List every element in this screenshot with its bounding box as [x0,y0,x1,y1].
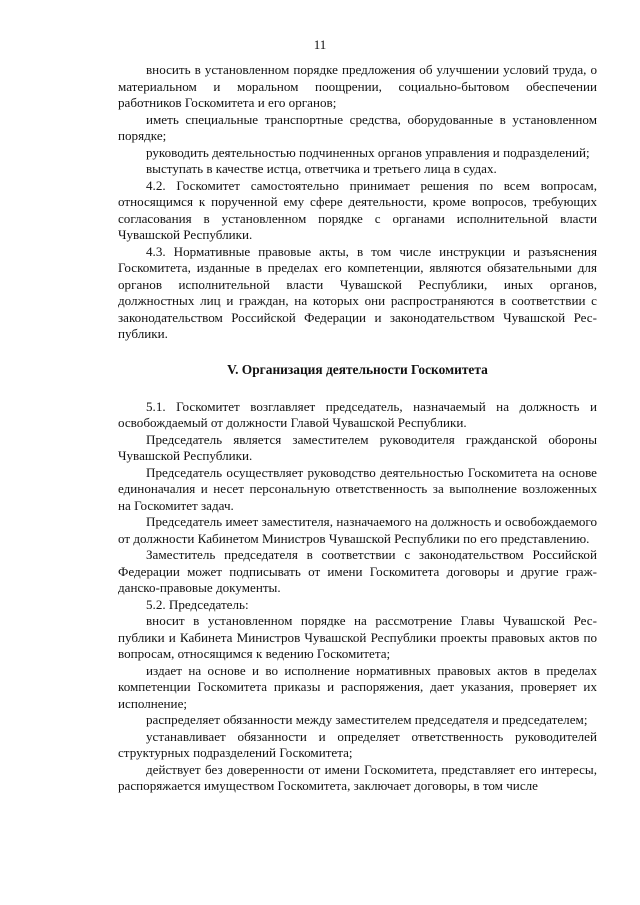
paragraph: Председатель имеет заместителя, назначаемого на должность и освобождаемого от должности Кабинетом Министров Чувашской Республики по его представлению. [118,514,597,546]
paragraph: издает на основе и во исполнение нормативных правовых актов в пределах компетенции Госкомитета приказы и распоряжения, дает указания, проверяет их исполнение; [118,662,597,711]
paragraph: Заместитель председателя в соответствии с законодательством Российской Федерации может подписывать от имени Госкомитета договоры и другие гражданско-правовые документы. [118,547,597,595]
page-number: 11 [313,37,327,52]
paragraph: 5.2. Председатель: [146,596,249,612]
paragraph: выступать в качестве истца, ответчика и третьего лица в судах. [146,161,497,176]
paragraph: распределяет обязанности между заместителем председателя и председателем; [146,712,588,727]
paragraph: 4.3. Нормативные правовые акты, в том числе инструкции и разъяснения Госкомитета, изданные в пределах его компетенции, являются обязательными для органов исполнительной власти Чувашской Республики, иных органов, должностных лиц и граждан, на которых они распространяются в соответствии с законодательством Российской Федерации и законодательством Чувашской Республики. [118,243,597,341]
paragraph: вносит в установленном порядке на рассмотрение Главы Чувашской Республики и Кабинета Министров Чувашской Республики проекты правовых актов по вопросам, относящимся к ведению Госкомитета; [118,613,597,661]
paragraph: 4.2. Госкомитет самостоятельно принимает решения по всем вопросам, относящимся к порученной ему сфере деятельности, кроме вопросов, требующих согласования в установленном порядке с органами исполнительной власти Чувашской Республики. [118,177,597,242]
paragraph: действует без доверенности от имени Госкомитета, представляет его интересы, распоряжается имуществом Госкомитета, заключает договоры, в том числе [118,761,597,793]
paragraph: вносить в установленном порядке предложения об улучшении условий труда, о материальном и моральном поощрении, социально-бытовом обеспечении работников Госкомитета и его органов; [118,62,597,110]
paragraph: иметь специальные транспортные средства, оборудованные в установленном порядке; [118,111,597,143]
paragraph: 5.1. Госкомитет возглавляет председатель, назначаемый на должность и освобождаемый от должности Главой Чувашской Республики. [118,398,597,430]
document-body [118,62,597,795]
paragraph: Председатель является заместителем руководителя гражданской обороны Чувашской Республики. [118,431,597,463]
section-heading: V. Организация деятельности Госкомитета [227,361,488,377]
paragraph: руководить деятельностью подчиненных органов управления и подразделений; [146,144,590,160]
paragraph: устанавливает обязанности и определяет ответственность руководителей структурных подразделений Госкомитета; [118,728,597,760]
paragraph: Председатель осуществляет руководство деятельностью Госкомитета на основе единоначалия и несет персональную ответственность за выполнение возложенных на Госкомитет задач. [118,464,597,513]
